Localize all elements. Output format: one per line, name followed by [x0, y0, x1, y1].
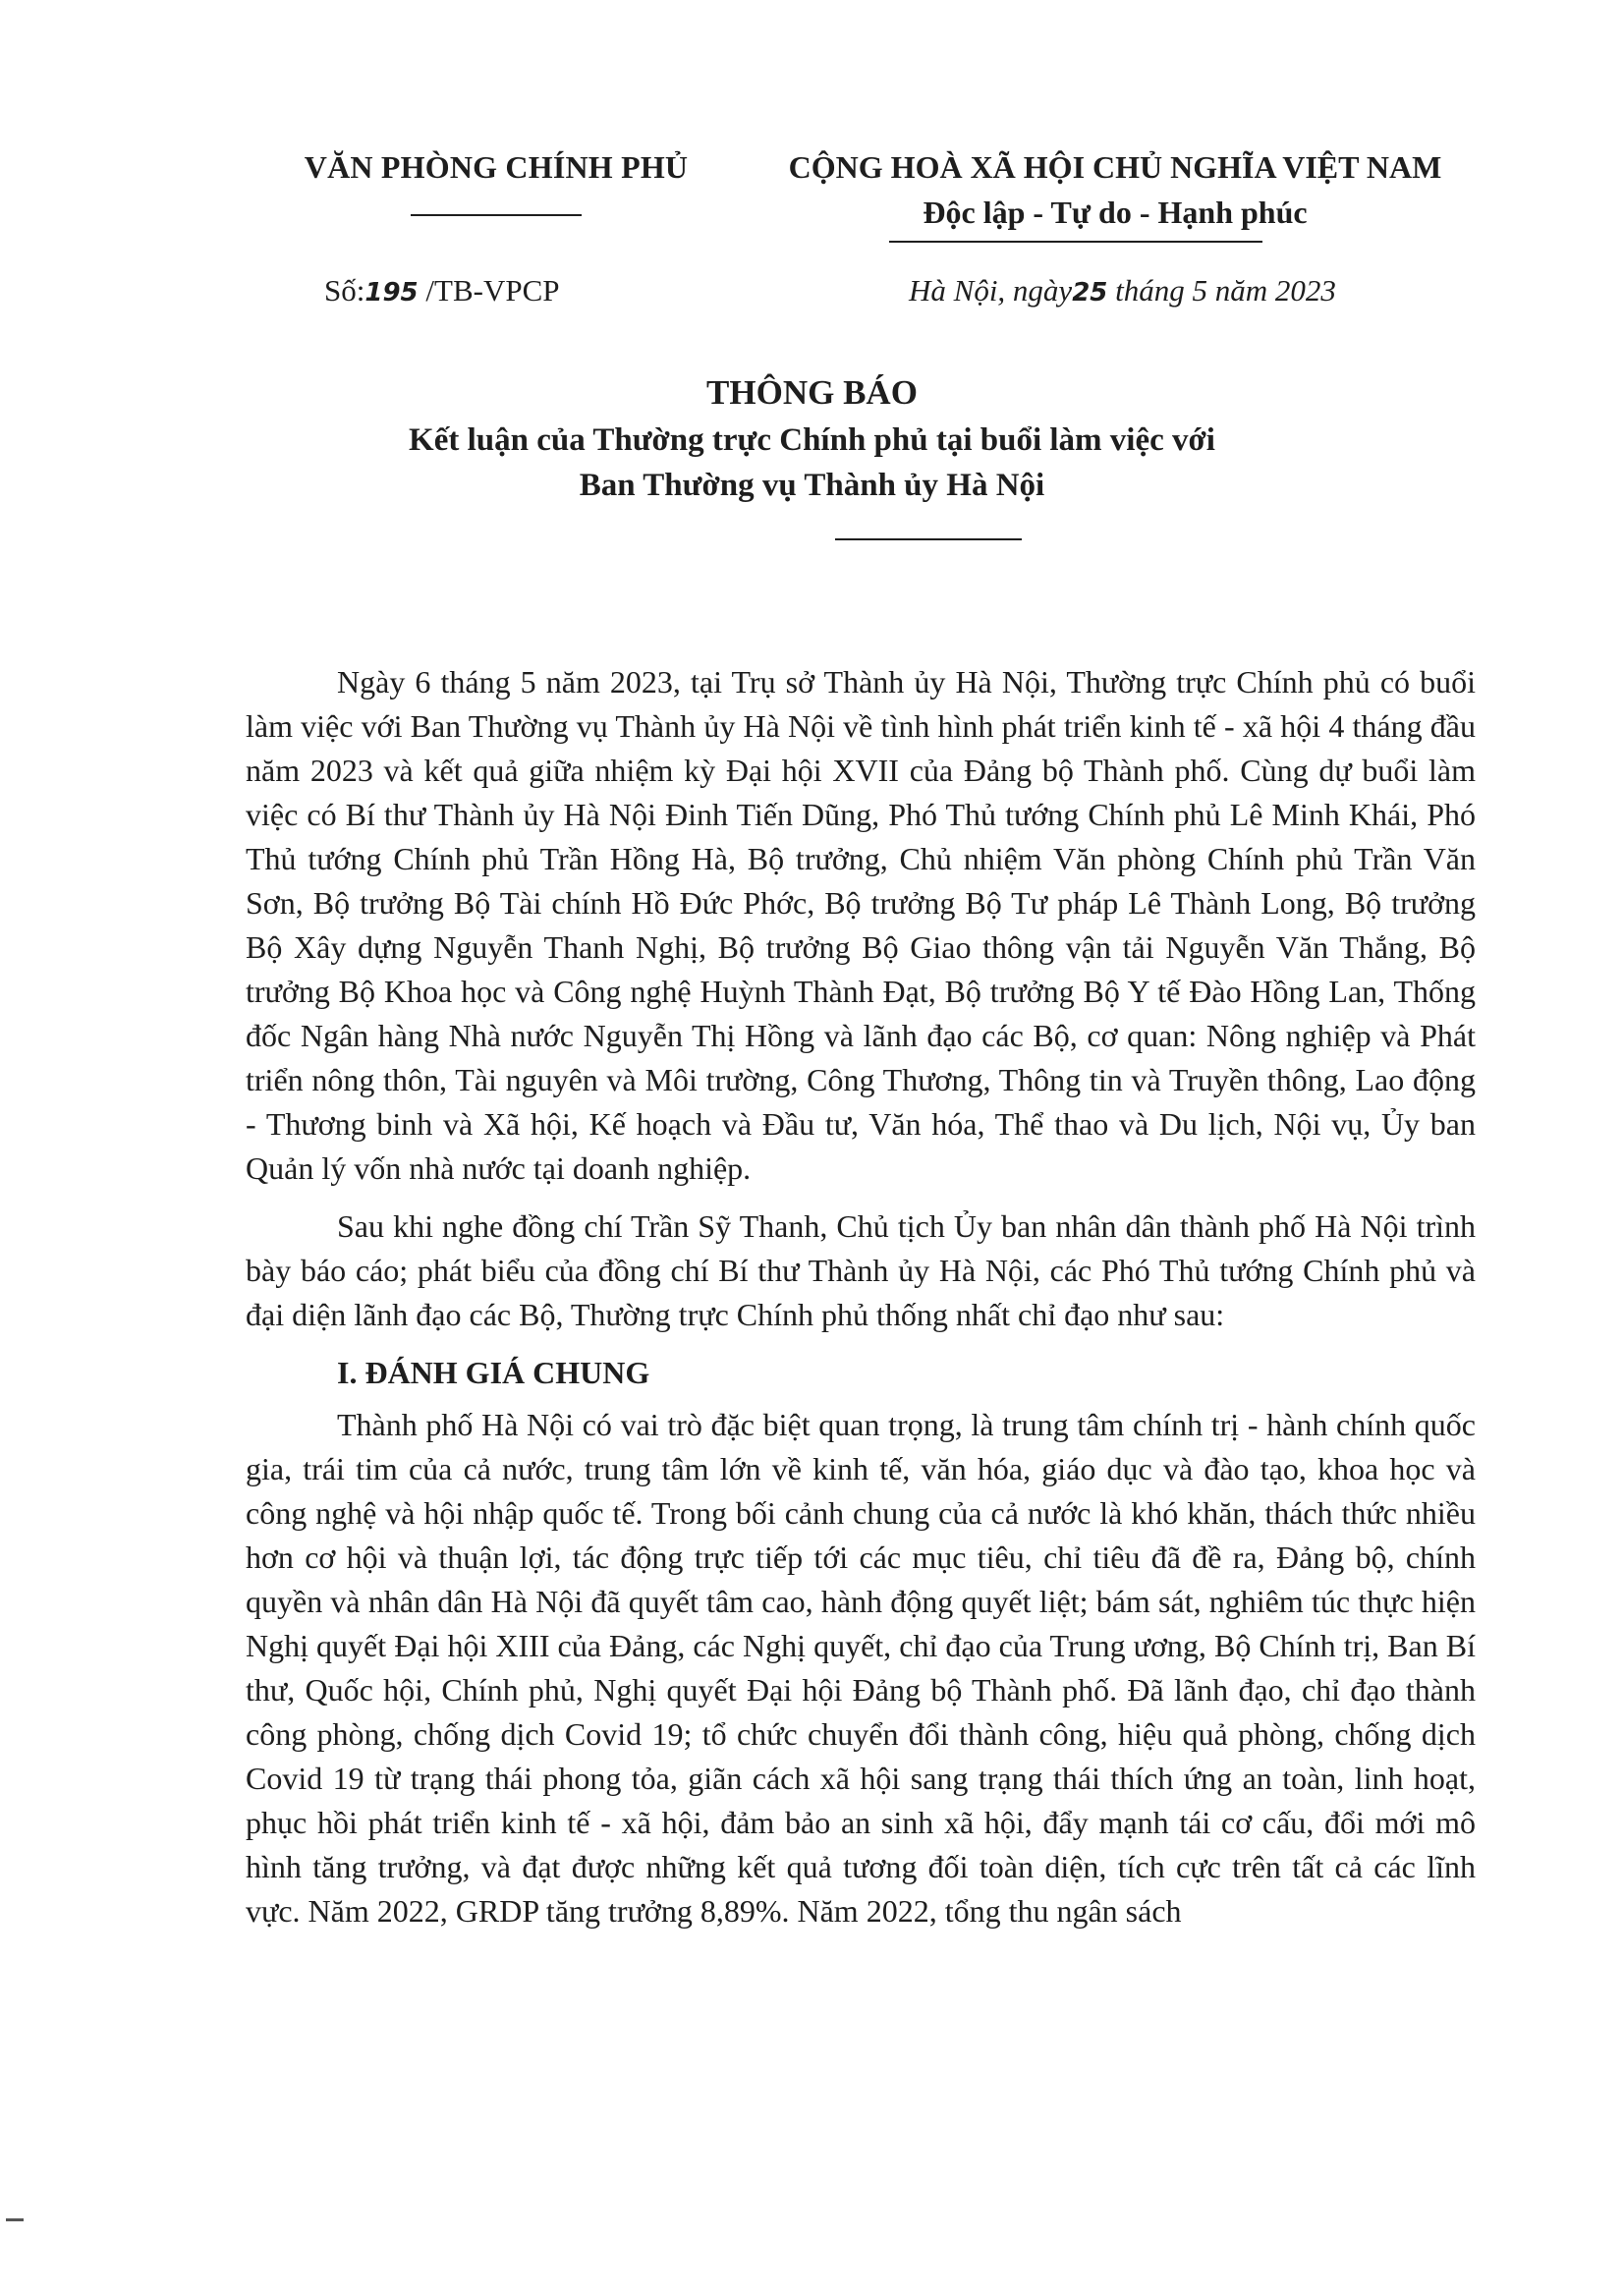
subject-line-2: Ban Thường vụ Thành ủy Hà Nội: [579, 468, 1045, 503]
date-day-handwritten: 25: [1072, 278, 1108, 308]
document-subject: [0, 418, 1624, 508]
body-paragraph-1: Ngày 6 tháng 5 năm 2023, tại Trụ sở Thành ủy Hà Nội, Thường trực Chính phủ có buổi làm việc với Ban Thường vụ Thành ủy Hà Nội về tình hình phát triển kinh tế - xã hội 4 tháng đầu năm 2023 và kết quả giữa nhiệm kỳ Đại hội XVII của Đảng bộ Thành phố. Cùng dự buổi làm việc có Bí thư Thành ủy Hà Nội Đinh Tiến Dũng, Phó Thủ tướng Chính phủ Lê Minh Khái, Phó Thủ tướng Chính phủ Trần Hồng Hà, Bộ trưởng, Chủ nhiệm Văn phòng Chính phủ Trần Văn Sơn, Bộ trưởng Bộ Tài chính Hồ Đức Phớc, Bộ trưởng Bộ Tư pháp Lê Thành Long, Bộ trưởng Bộ Xây dựng Nguyễn Thanh Nghị, Bộ trưởng Bộ Giao thông vận tải Nguyễn Văn Thắng, Bộ trưởng Bộ Khoa học và Công nghệ Huỳnh Thành Đạt, Bộ trưởng Bộ Y tế Đào Hồng Lan, Thống đốc Ngân hàng Nhà nước Nguyễn Thị Hồng và lãnh đạo các Bộ, cơ quan: Nông nghiệp và Phát triển nông thôn, Tài nguyên và Môi trường, Công Thương, Thông tin và Truyền thông, Lao động - Thương binh và Xã hội, Kế hoạch và Đầu tư, Văn hóa, Thể thao và Du lịch, Nội vụ, Ủy ban Quản lý vốn nhà nước tại doanh nghiệp.: [246, 664, 1476, 1186]
document-number: [324, 273, 560, 308]
scan-margin-mark: [6, 2218, 24, 2221]
date-prefix: Hà Nội, ngày: [909, 273, 1073, 308]
doc-number-suffix: /TB-VPCP: [418, 273, 560, 308]
doc-number-prefix: Số:: [324, 273, 365, 308]
section-heading: I. ĐÁNH GIÁ CHUNG: [337, 1355, 650, 1390]
body-paragraph-2: Sau khi nghe đồng chí Trần Sỹ Thanh, Chủ tịch Ủy ban nhân dân thành phố Hà Nội trình bày báo cáo; phát biểu của đồng chí Bí thư Thành ủy Hà Nội, các Phó Thủ tướng Chính phủ và đại diện lãnh đạo các Bộ, Thường trực Chính phủ thống nhất chỉ đạo như sau:: [246, 1208, 1476, 1332]
doc-number-handwritten: 195: [364, 278, 419, 308]
subject-line-1: Kết luận của Thường trực Chính phủ tại buổi làm việc với: [409, 422, 1215, 458]
national-motto: Độc lập - Tự do - Hạnh phúc: [923, 195, 1308, 230]
agency-underline: [411, 214, 582, 216]
document-type-title: THÔNG BÁO: [706, 373, 918, 412]
date-suffix: tháng 5 năm 2023: [1107, 273, 1336, 308]
document-body: [246, 660, 1476, 1933]
motto-underline: [889, 241, 1262, 243]
national-title: CỘNG HOÀ XÃ HỘI CHỦ NGHĨA VIỆT NAM: [788, 149, 1442, 185]
place-date: [909, 273, 1336, 308]
body-paragraph-3: Thành phố Hà Nội có vai trò đặc biệt quan trọng, là trung tâm chính trị - hành chính quốc gia, trái tim của cả nước, trung tâm lớn về kinh tế, văn hóa, giáo dục và đào tạo, khoa học và công nghệ và hội nhập quốc tế. Trong bối cảnh chung của cả nước là khó khăn, thách thức nhiều hơn cơ hội và thuận lợi, tác động trực tiếp tới các mục tiêu, chỉ tiêu đã đề ra, Đảng bộ, chính quyền và nhân dân Hà Nội đã quyết tâm cao, hành động quyết liệt; bám sát, nghiêm túc thực hiện Nghị quyết Đại hội XIII của Đảng, các Nghị quyết, chỉ đạo của Trung ương, Bộ Chính trị, Ban Bí thư, Quốc hội, Chính phủ, Nghị quyết Đại hội Đảng bộ Thành phố. Đã lãnh đạo, chỉ đạo thành công phòng, chống dịch Covid 19; tổ chức chuyển đổi thành công, hiệu quả phòng, chống dịch Covid 19 từ trạng thái phong tỏa, giãn cách xã hội sang trạng thái thích ứng an toàn, linh hoạt, phục hồi phát triển kinh tế - xã hội, đảm bảo an sinh xã hội, đẩy mạnh tái cơ cấu, đổi mới mô hình tăng trưởng, và đạt được những kết quả tương đối toàn diện, tích cực trên tất cả các lĩnh vực. Năm 2022, GRDP tăng trưởng 8,89%. Năm 2022, tổng thu ngân sách: [246, 1407, 1476, 1929]
issuing-agency: VĂN PHÒNG CHÍNH PHỦ: [304, 149, 689, 185]
subject-underline: [835, 538, 1022, 540]
